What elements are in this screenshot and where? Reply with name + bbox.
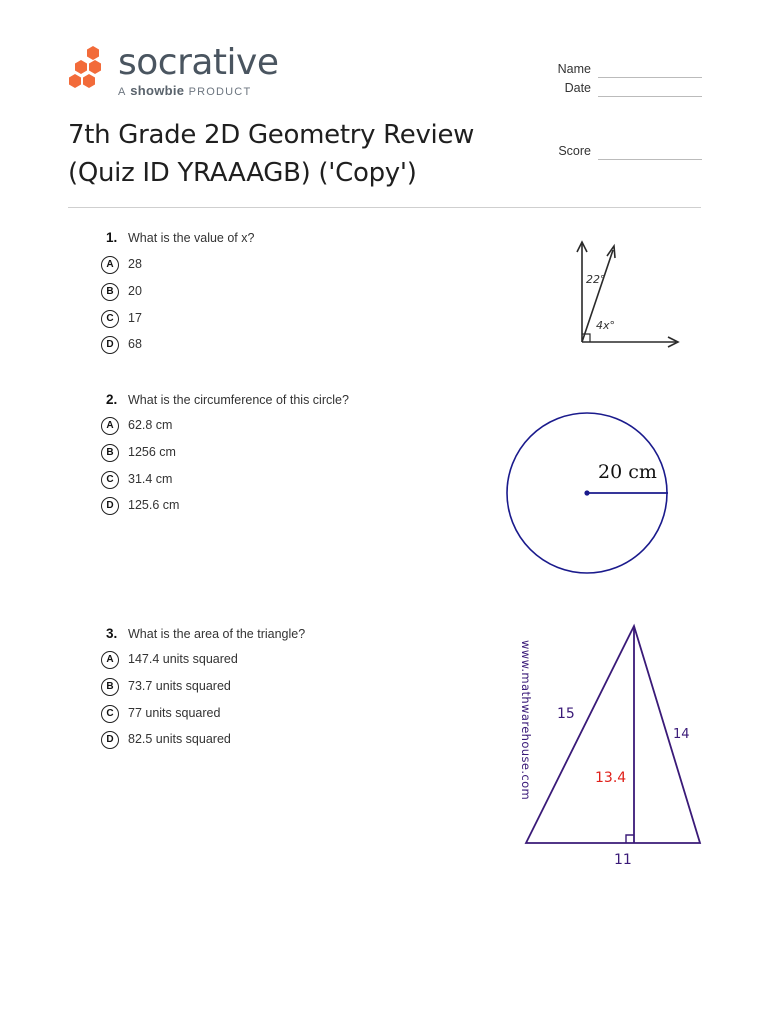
score-line xyxy=(598,159,702,160)
socrative-logo xyxy=(68,44,308,100)
choice-b[interactable] xyxy=(100,444,460,471)
choice-d[interactable] xyxy=(100,336,460,363)
name-line xyxy=(598,77,702,78)
choice-c[interactable] xyxy=(100,310,460,337)
choice-text: 20 xyxy=(128,283,142,298)
choice-text: 125.6 cm xyxy=(128,498,180,513)
choice-bubble[interactable]: A xyxy=(101,256,119,274)
quiz-title xyxy=(68,116,538,192)
question-text: What is the value of x? xyxy=(128,231,255,245)
choice-text: 17 xyxy=(128,310,142,325)
question-text: What is the area of the triangle? xyxy=(128,627,306,641)
base-label: 11 xyxy=(614,852,632,868)
date-field xyxy=(540,81,702,99)
date-line xyxy=(598,96,702,97)
choice-a[interactable] xyxy=(100,417,460,444)
choice-text: 77 units squared xyxy=(128,705,221,720)
choice-a[interactable] xyxy=(100,651,460,678)
hexagon-logo-icon xyxy=(68,44,106,94)
center-point xyxy=(584,490,589,495)
choice-b[interactable] xyxy=(100,283,460,310)
choice-bubble[interactable]: D xyxy=(101,497,119,515)
circle-figure xyxy=(500,406,680,582)
choice-bubble[interactable]: B xyxy=(101,283,119,301)
choice-d[interactable] xyxy=(100,497,460,524)
quiz-title-line-2: (Quiz ID YRAAAGB) ('Copy') xyxy=(68,158,417,188)
angle-label-bottom: 4x° xyxy=(596,319,616,332)
name-field xyxy=(540,62,702,80)
radius-label: 20 cm xyxy=(598,461,657,483)
height-label: 13.4 xyxy=(595,770,627,786)
question-number: 3. xyxy=(106,626,118,641)
score-label: Score xyxy=(558,144,591,158)
name-label: Name xyxy=(557,62,591,76)
choice-text: 73.7 units squared xyxy=(128,678,231,693)
choice-text: 68 xyxy=(128,337,142,352)
choice-bubble[interactable]: C xyxy=(101,705,119,723)
choice-text: 1256 cm xyxy=(128,444,176,459)
choice-bubble[interactable]: A xyxy=(101,417,119,435)
left-side-label: 15 xyxy=(557,706,575,722)
brand-name: socrative xyxy=(118,42,279,83)
angle-figure xyxy=(560,234,690,352)
watermark-text: www.mathwarehouse.com xyxy=(519,640,533,801)
choice-text: 62.8 cm xyxy=(128,418,173,432)
choice-c[interactable] xyxy=(100,471,460,498)
choice-b[interactable] xyxy=(100,678,460,705)
choice-bubble[interactable]: D xyxy=(101,731,119,749)
choice-bubble[interactable]: D xyxy=(101,336,119,354)
question-number: 2. xyxy=(106,392,118,407)
quiz-title-line-1: 7th Grade 2D Geometry Review xyxy=(68,120,475,150)
choice-text: 31.4 cm xyxy=(128,471,173,486)
angle-label-top: 22° xyxy=(586,273,606,286)
question-3 xyxy=(100,626,460,758)
triangle-figure xyxy=(510,620,710,875)
choice-text: 82.5 units squared xyxy=(128,732,231,747)
choice-d[interactable] xyxy=(100,731,460,758)
right-angle-mark xyxy=(626,835,634,843)
choice-c[interactable] xyxy=(100,705,460,732)
question-text: What is the circumference of this circle? xyxy=(128,393,349,407)
question-number: 1. xyxy=(106,230,118,245)
question-2 xyxy=(100,392,460,524)
brand-tagline: A showbie PRODUCT xyxy=(118,83,252,98)
header-divider xyxy=(68,207,701,208)
choice-bubble[interactable]: C xyxy=(101,471,119,489)
choice-bubble[interactable]: A xyxy=(101,651,119,669)
choice-text: 28 xyxy=(128,257,142,271)
question-1 xyxy=(100,230,460,363)
choice-bubble[interactable]: B xyxy=(101,444,119,462)
choice-a[interactable] xyxy=(100,256,460,283)
choice-bubble[interactable]: B xyxy=(101,678,119,696)
score-field xyxy=(540,144,702,162)
date-label: Date xyxy=(564,81,591,95)
choice-bubble[interactable]: C xyxy=(101,310,119,328)
right-side-label: 14 xyxy=(673,727,690,742)
choice-text: 147.4 units squared xyxy=(128,652,238,666)
